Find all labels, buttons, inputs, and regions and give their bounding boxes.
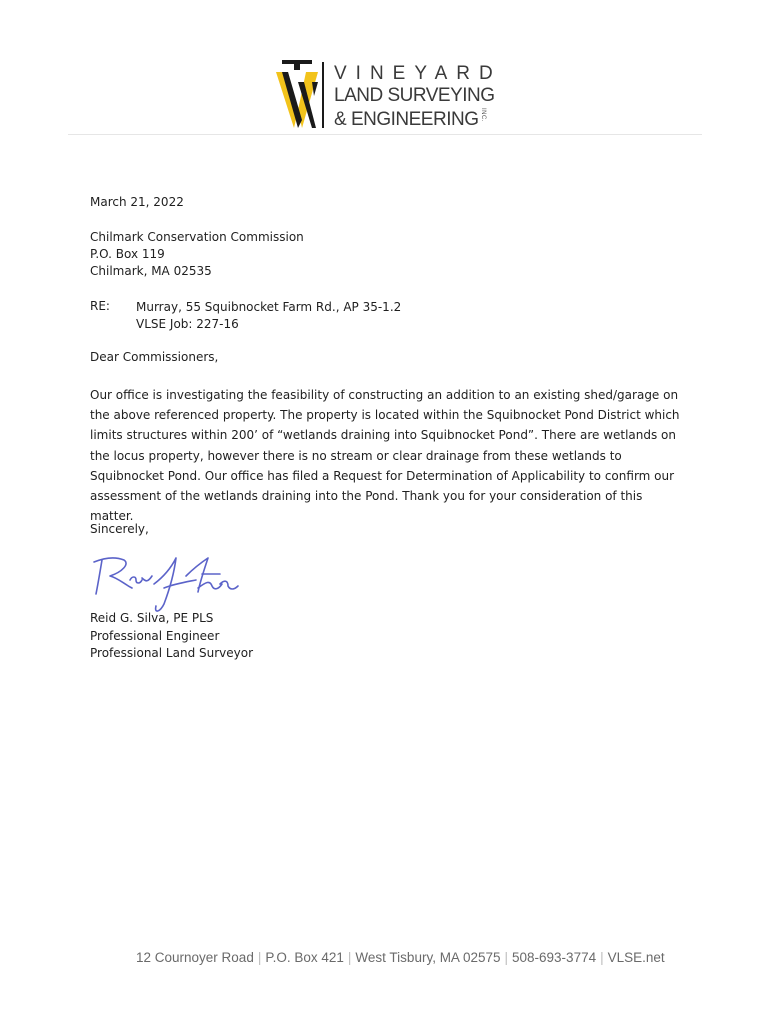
footer-website: VLSE.net (607, 950, 665, 965)
re-line1: Murray, 55 Squibnocket Farm Rd., AP 35-1.2 (136, 300, 402, 314)
vlse-logo-icon (272, 58, 328, 130)
signer-title-surveyor: Professional Land Surveyor (90, 646, 254, 660)
footer-contact (136, 950, 665, 965)
footer-separator: | (347, 950, 352, 965)
signer-title-engineer: Professional Engineer (90, 628, 220, 643)
footer-town: West Tisbury, MA 02575 (355, 950, 501, 965)
signer-block (90, 610, 253, 663)
footer-po-box: P.O. Box 421 (265, 950, 344, 965)
salutation: Dear Commissioners, (90, 350, 219, 364)
footer-address: 12 Cournoyer Road (136, 950, 254, 965)
company-name-line3: & ENGINEERING (334, 109, 479, 130)
handwritten-signature (90, 548, 250, 618)
closing: Sincerely, (90, 522, 149, 536)
re-label: RE: (90, 299, 110, 313)
letterhead (272, 58, 512, 132)
company-name (334, 64, 502, 132)
company-inc: INC. (480, 108, 486, 122)
signer-name: Reid G. Silva, PE PLS (90, 611, 214, 625)
footer-separator: | (257, 950, 262, 965)
re-subject (136, 299, 401, 333)
recipient-line3: Chilmark, MA 02535 (90, 264, 212, 278)
body-paragraph: Our office is investigating the feasibility of constructing an addition to an existing shed/garage on the above referenced property. The property is located within the Squibnocket Pond District which limits structures within 200’ of “wetlands draining into Squibnocket Pond”. There are wetlands on the locus property, however there is no stream or clear drainage from these wetlands to Squibnocket Pond. Our office has filed a Request for Determination of Applicability to confirm our assessment of the wetlands draining into the Pond. Thank you for your consideration of this matter. (90, 388, 680, 524)
header-divider (68, 134, 702, 135)
letter-date: March 21, 2022 (90, 195, 184, 209)
recipient-line2: P.O. Box 119 (90, 247, 165, 261)
footer-separator: | (504, 950, 509, 965)
recipient-line1: Chilmark Conservation Commission (90, 230, 304, 244)
footer-separator: | (600, 950, 604, 965)
company-name-line2: LAND SURVEYING (334, 85, 495, 106)
footer-phone: 508-693-3774 (512, 950, 597, 965)
recipient-address (90, 229, 304, 280)
re-line2: VLSE Job: 227-16 (136, 317, 239, 331)
company-name-line1: VINEYARD (334, 63, 502, 84)
